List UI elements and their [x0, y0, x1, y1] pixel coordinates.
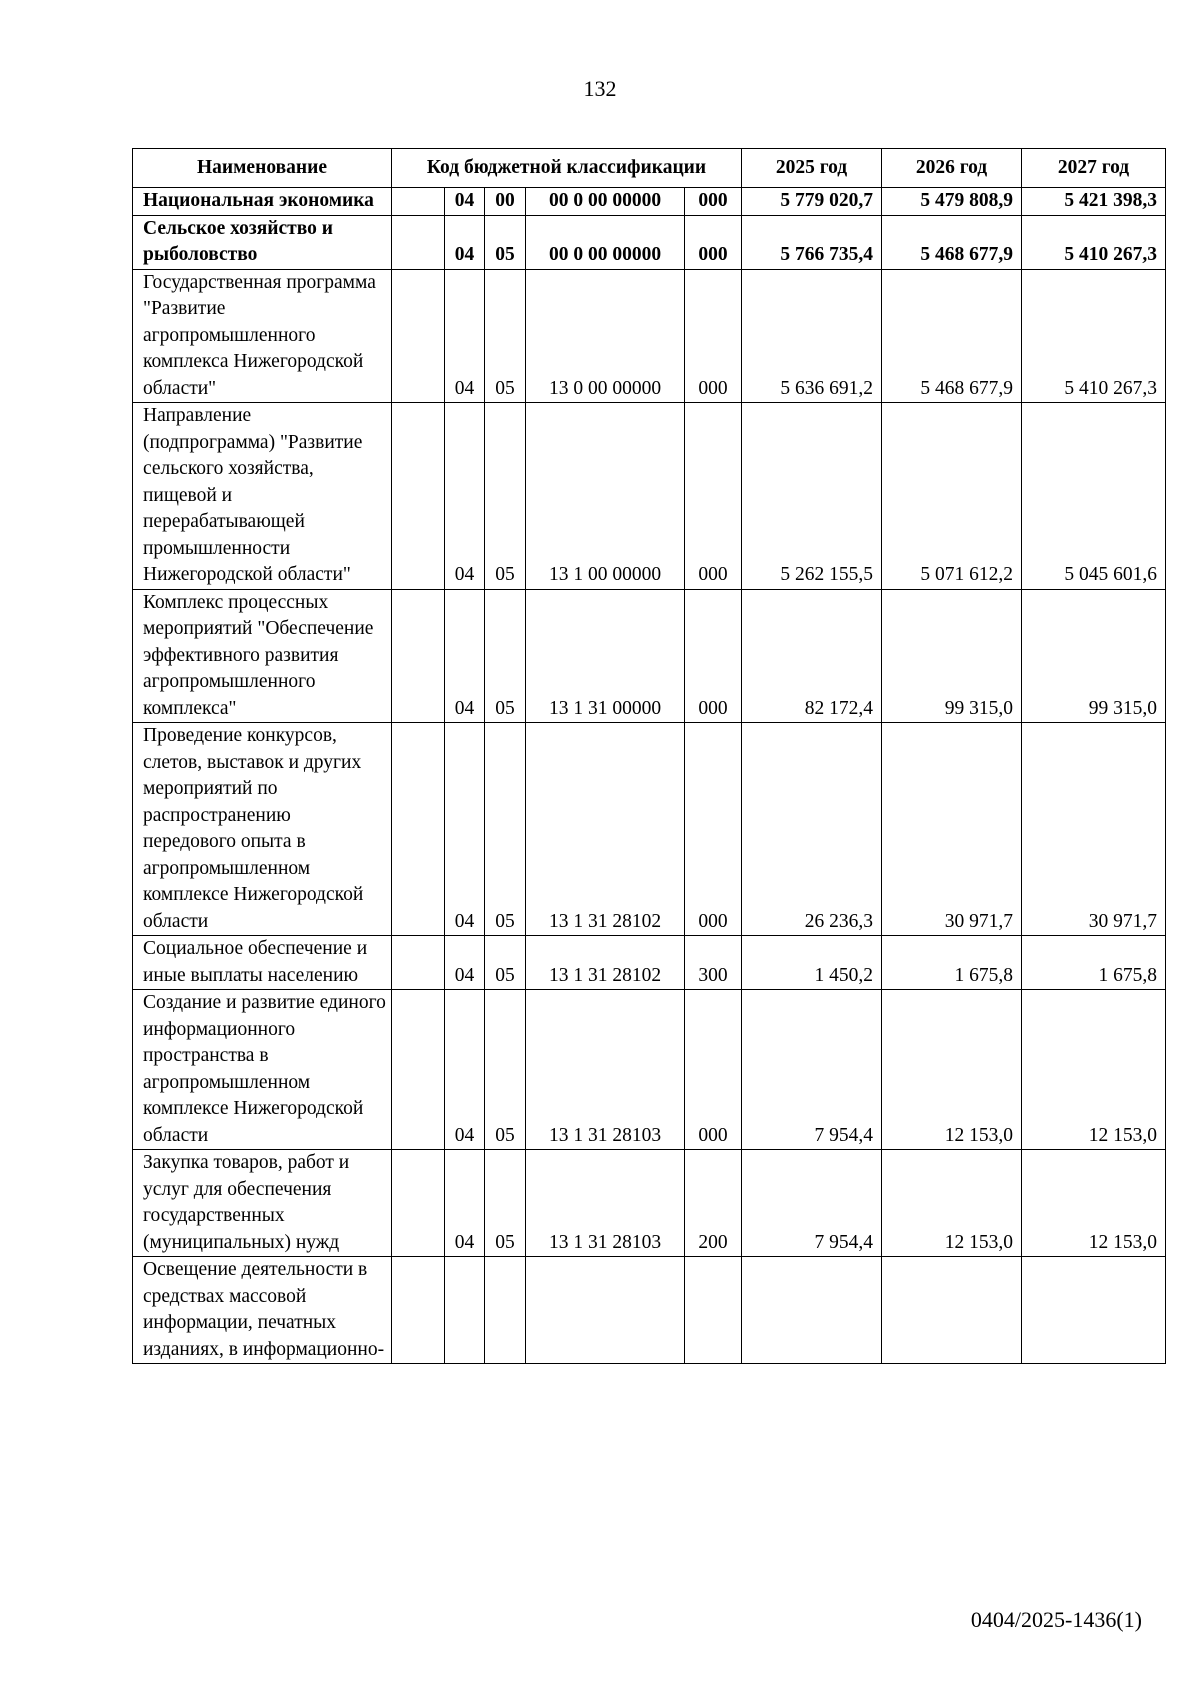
table-row — [133, 188, 1166, 216]
row-code-subsection: 05 — [485, 1150, 526, 1257]
row-code-section: 04 — [445, 215, 485, 269]
row-code-section: 04 — [445, 1150, 485, 1257]
row-value-2027: 12 153,0 — [1022, 1150, 1166, 1257]
row-name: Проведение конкурсов, слетов, выставок и других мероприятий по распространению передового опыта в агропромышленном комплексе Нижегородской области — [133, 723, 392, 936]
table-row — [133, 936, 1166, 990]
row-value-2027: 5 045 601,6 — [1022, 403, 1166, 590]
row-code-expense-type: 000 — [685, 269, 742, 403]
row-value-2026: 1 675,8 — [882, 936, 1022, 990]
row-code-subsection: 05 — [485, 403, 526, 590]
row-value-2027: 5 410 267,3 — [1022, 269, 1166, 403]
table-row — [133, 215, 1166, 269]
row-name: Национальная экономика — [133, 188, 392, 216]
header-2027: 2027 год — [1022, 149, 1166, 188]
row-code-target: 13 1 31 28102 — [526, 723, 685, 936]
row-code-subsection: 05 — [485, 723, 526, 936]
row-code-expense-type: 000 — [685, 589, 742, 723]
table-row — [133, 269, 1166, 403]
row-code-expense-type: 000 — [685, 990, 742, 1150]
row-code-1 — [392, 188, 445, 216]
row-code-expense-type — [685, 1257, 742, 1364]
row-name: Государственная программа "Развитие агропромышленного комплекса Нижегородской области" — [133, 269, 392, 403]
row-code-expense-type: 000 — [685, 723, 742, 936]
row-code-section: 04 — [445, 936, 485, 990]
row-value-2025: 5 779 020,7 — [742, 188, 882, 216]
table-row — [133, 403, 1166, 590]
row-code-target: 13 1 31 28103 — [526, 1150, 685, 1257]
header-2026: 2026 год — [882, 149, 1022, 188]
row-name: Социальное обеспечение и иные выплаты населению — [133, 936, 392, 990]
row-value-2027 — [1022, 1257, 1166, 1364]
row-value-2026: 99 315,0 — [882, 589, 1022, 723]
row-code-target: 00 0 00 00000 — [526, 188, 685, 216]
row-code-1 — [392, 990, 445, 1150]
row-value-2025: 7 954,4 — [742, 1150, 882, 1257]
row-value-2026 — [882, 1257, 1022, 1364]
row-code-target: 00 0 00 00000 — [526, 215, 685, 269]
row-code-expense-type: 000 — [685, 188, 742, 216]
header-name: Наименование — [133, 149, 392, 188]
row-name: Освещение деятельности в средствах массовой информации, печатных изданиях, в информационно- — [133, 1257, 392, 1364]
row-code-section: 04 — [445, 990, 485, 1150]
row-code-subsection: 05 — [485, 589, 526, 723]
row-value-2025: 1 450,2 — [742, 936, 882, 990]
row-name: Сельское хозяйство и рыболовство — [133, 215, 392, 269]
table-header-row — [133, 149, 1166, 188]
row-code-1 — [392, 269, 445, 403]
row-code-section: 04 — [445, 723, 485, 936]
row-code-subsection: 05 — [485, 215, 526, 269]
row-value-2027: 5 410 267,3 — [1022, 215, 1166, 269]
page-number: 132 — [583, 76, 617, 101]
row-value-2026: 5 468 677,9 — [882, 269, 1022, 403]
header-code: Код бюджетной классификации — [392, 149, 742, 188]
row-value-2026: 5 479 808,9 — [882, 188, 1022, 216]
row-value-2026: 12 153,0 — [882, 1150, 1022, 1257]
row-code-section: 04 — [445, 269, 485, 403]
row-code-expense-type: 200 — [685, 1150, 742, 1257]
row-value-2025: 26 236,3 — [742, 723, 882, 936]
row-value-2026: 12 153,0 — [882, 990, 1022, 1150]
row-code-target — [526, 1257, 685, 1364]
row-code-section: 04 — [445, 589, 485, 723]
row-value-2025: 5 262 155,5 — [742, 403, 882, 590]
row-value-2027: 99 315,0 — [1022, 589, 1166, 723]
table-row — [133, 1150, 1166, 1257]
row-code-1 — [392, 589, 445, 723]
table-row — [133, 589, 1166, 723]
row-code-1 — [392, 936, 445, 990]
row-value-2026: 5 071 612,2 — [882, 403, 1022, 590]
row-value-2026: 5 468 677,9 — [882, 215, 1022, 269]
row-code-target: 13 1 31 00000 — [526, 589, 685, 723]
row-value-2025: 7 954,4 — [742, 990, 882, 1150]
row-code-subsection: 05 — [485, 936, 526, 990]
row-code-subsection: 00 — [485, 188, 526, 216]
row-code-target: 13 0 00 00000 — [526, 269, 685, 403]
header-2025: 2025 год — [742, 149, 882, 188]
row-code-subsection — [485, 1257, 526, 1364]
row-value-2026: 30 971,7 — [882, 723, 1022, 936]
row-code-section — [445, 1257, 485, 1364]
row-code-1 — [392, 1150, 445, 1257]
row-value-2027: 5 421 398,3 — [1022, 188, 1166, 216]
row-code-section: 04 — [445, 403, 485, 590]
row-value-2025: 5 766 735,4 — [742, 215, 882, 269]
row-name: Закупка товаров, работ и услуг для обеспечения государственных (муниципальных) нужд — [133, 1150, 392, 1257]
row-value-2025: 5 636 691,2 — [742, 269, 882, 403]
row-value-2027: 1 675,8 — [1022, 936, 1166, 990]
budget-table — [132, 148, 1166, 1364]
row-value-2027: 12 153,0 — [1022, 990, 1166, 1150]
row-value-2025: 82 172,4 — [742, 589, 882, 723]
row-code-target: 13 1 31 28103 — [526, 990, 685, 1150]
row-code-subsection: 05 — [485, 269, 526, 403]
row-code-expense-type: 000 — [685, 403, 742, 590]
row-code-subsection: 05 — [485, 990, 526, 1150]
row-code-target: 13 1 00 00000 — [526, 403, 685, 590]
document-id: 0404/2025-1436(1) — [970, 1607, 1142, 1632]
row-code-section: 04 — [445, 188, 485, 216]
row-name: Направление (подпрограмма) "Развитие сельского хозяйства, пищевой и перерабатывающей промышленности Нижегородской области" — [133, 403, 392, 590]
row-code-target: 13 1 31 28102 — [526, 936, 685, 990]
row-value-2025 — [742, 1257, 882, 1364]
row-code-1 — [392, 215, 445, 269]
row-name: Создание и развитие единого информационного пространства в агропромышленном комплексе Нижегородской области — [133, 990, 392, 1150]
row-code-expense-type: 300 — [685, 936, 742, 990]
row-name: Комплекс процессных мероприятий "Обеспечение эффективного развития агропромышленного комплекса" — [133, 589, 392, 723]
table-row — [133, 723, 1166, 936]
row-code-1 — [392, 403, 445, 590]
table-row — [133, 1257, 1166, 1364]
row-code-1 — [392, 723, 445, 936]
row-value-2027: 30 971,7 — [1022, 723, 1166, 936]
table-row — [133, 990, 1166, 1150]
row-code-1 — [392, 1257, 445, 1364]
row-code-expense-type: 000 — [685, 215, 742, 269]
